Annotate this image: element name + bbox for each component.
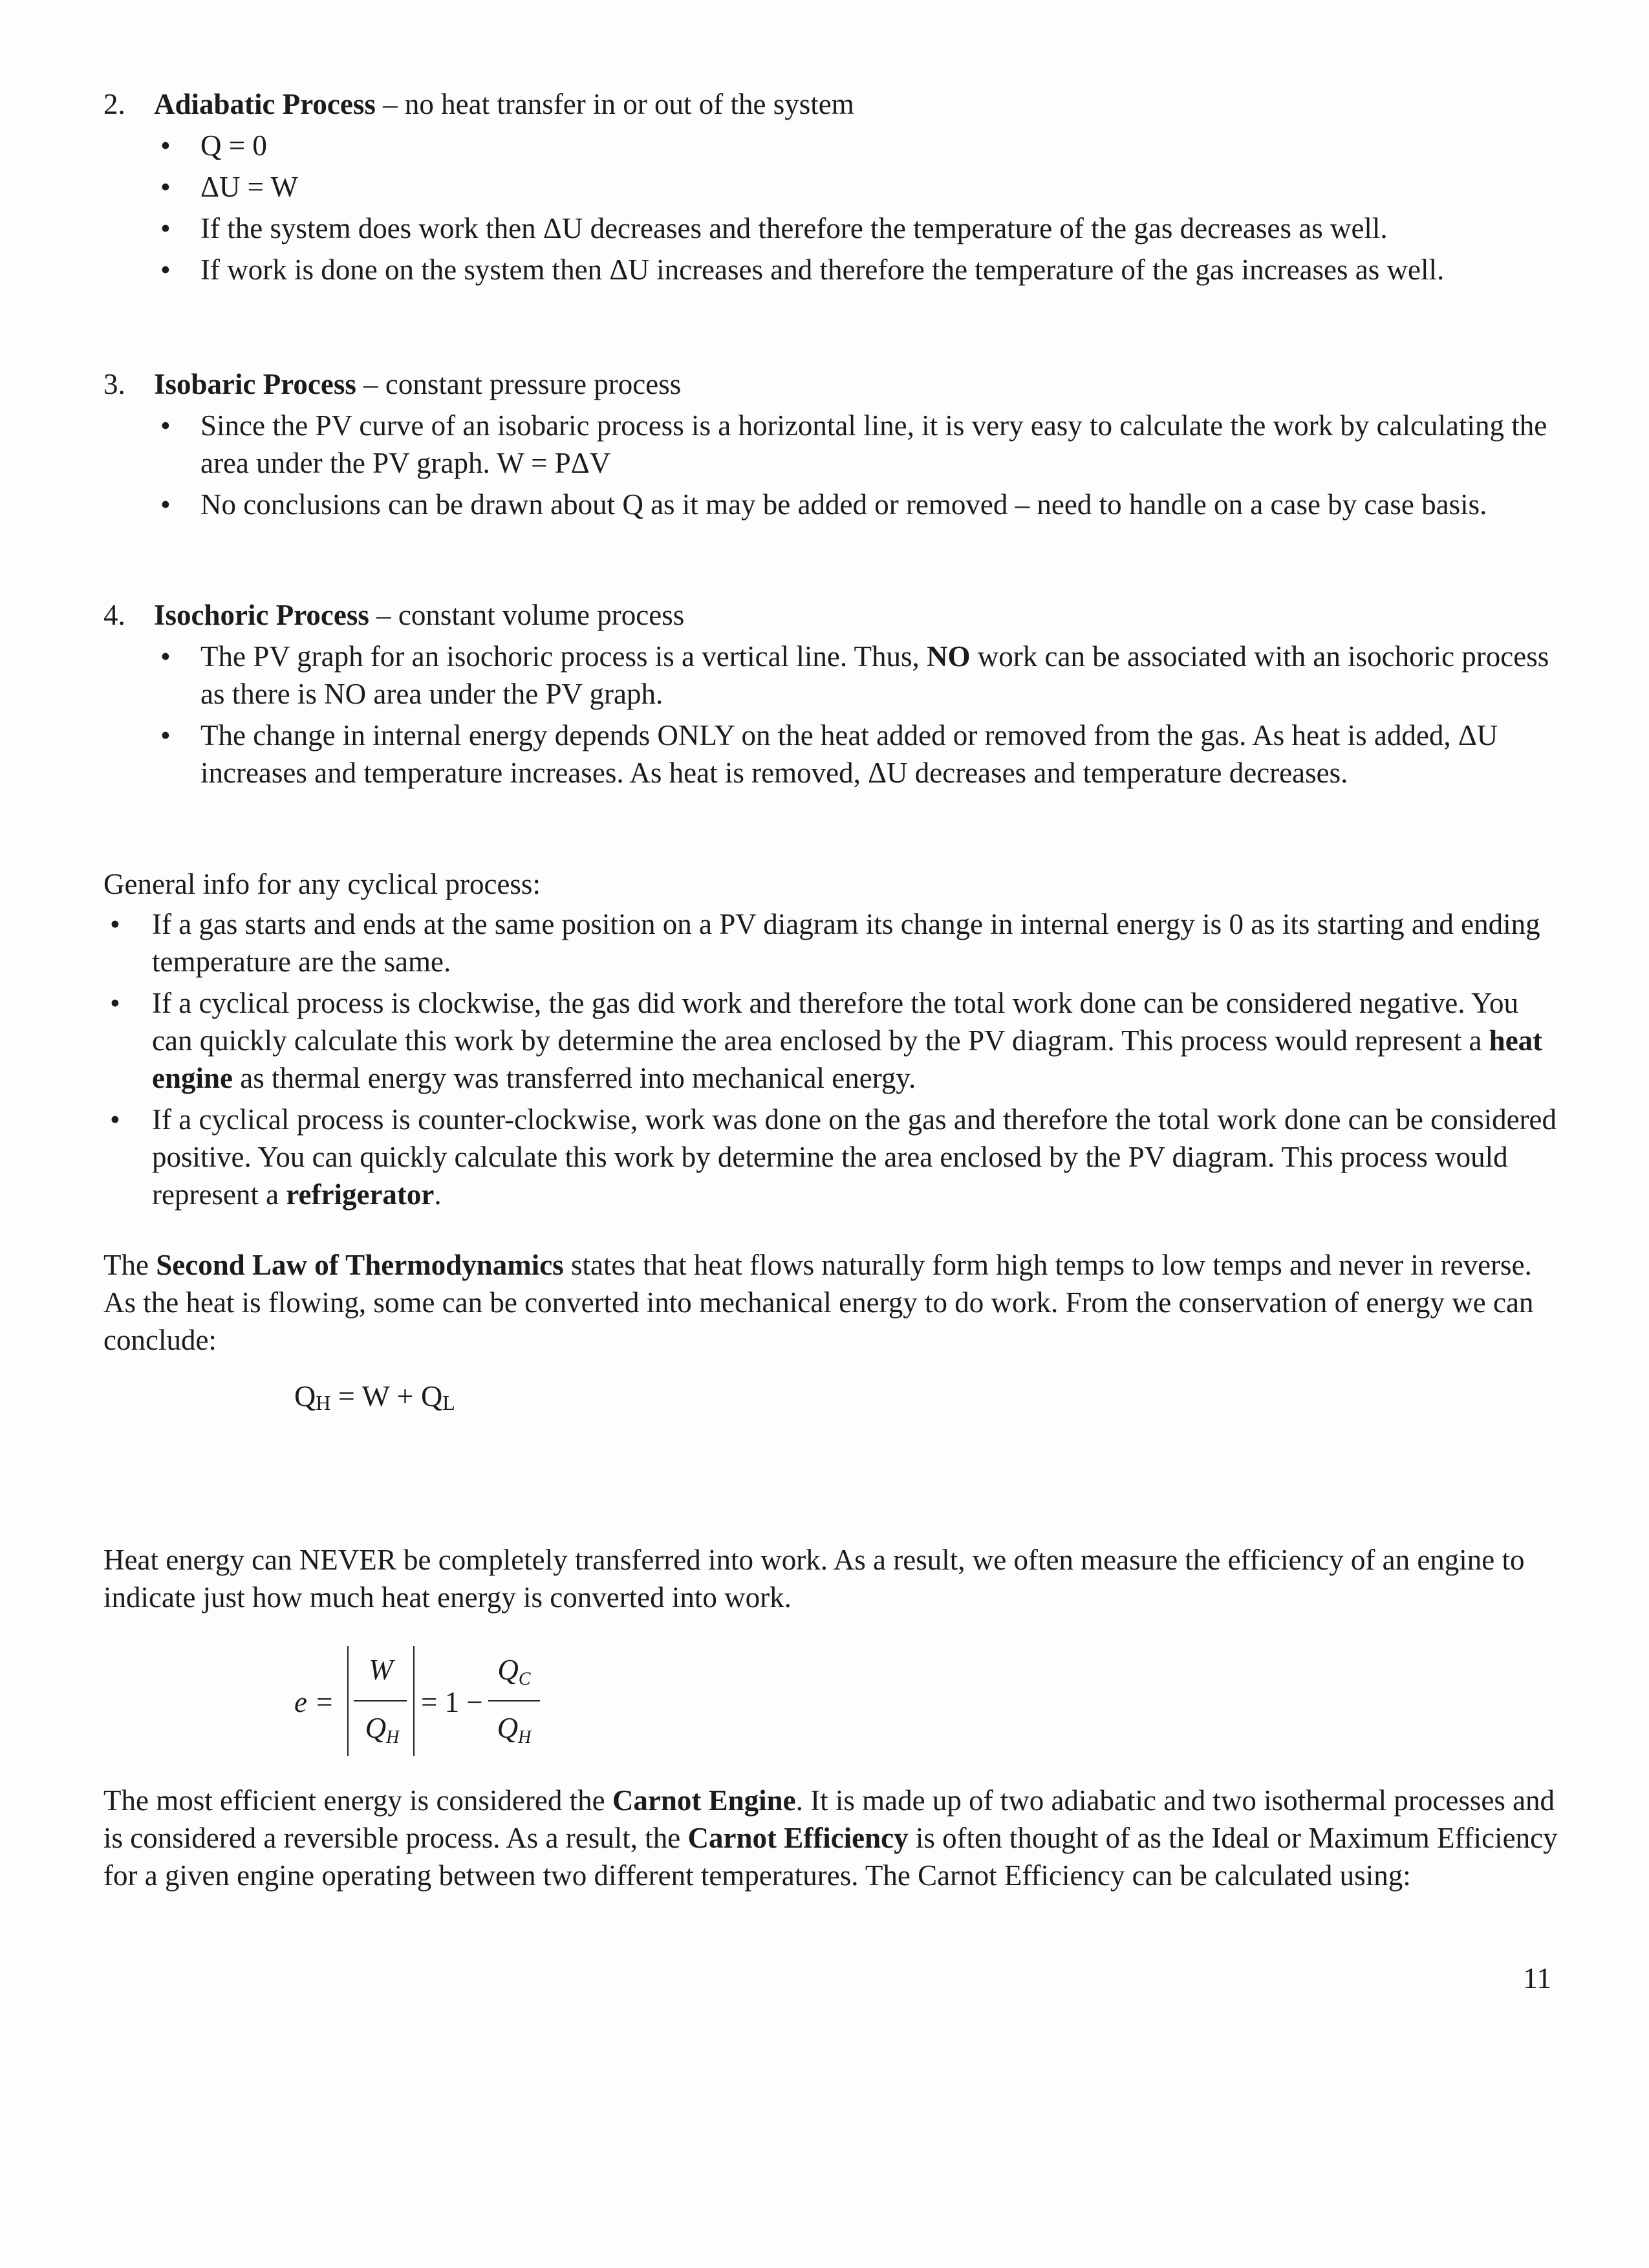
eq-middle: = 1 − bbox=[421, 1686, 483, 1718]
list-item: • No conclusions can be drawn about Q as it may be added or removed – need to handle on a case by case basis. bbox=[103, 486, 1565, 523]
efficiency-equation bbox=[294, 1646, 618, 1762]
text-run: The most efficient energy is considered the bbox=[103, 1784, 612, 1817]
eq-symbol: Q bbox=[294, 1379, 316, 1412]
adiabatic-section bbox=[103, 85, 1565, 292]
isobaric-section bbox=[103, 365, 1565, 527]
eq-symbol: Q bbox=[497, 1654, 519, 1686]
section-title: Isobaric Process bbox=[154, 368, 356, 400]
eq-subscript: H bbox=[386, 1727, 400, 1747]
bullet-list bbox=[103, 407, 1565, 523]
eq-subscript: L bbox=[442, 1391, 455, 1414]
eq-lhs: e = bbox=[294, 1686, 334, 1718]
section-desc: – no heat transfer in or out of the system bbox=[375, 88, 854, 120]
efficiency-paragraph: Heat energy can NEVER be completely transferred into work. As a result, we often measure the efficiency of an engine to indicate just how much heat energy is converted into work. bbox=[103, 1544, 1525, 1614]
bold-text: Carnot Engine bbox=[612, 1784, 796, 1817]
eq-text: = W + Q bbox=[330, 1379, 443, 1412]
list-item: • If the system does work then ΔU decreases and therefore the temperature of the gas decreases as well. bbox=[103, 210, 1565, 247]
text-run: work can be associated with an isochoric process as there is NO area under the PV graph. bbox=[200, 640, 1549, 710]
eq-denominator bbox=[488, 1709, 540, 1756]
section-desc: – constant pressure process bbox=[356, 368, 682, 400]
bold-text: Second Law of Thermodynamics bbox=[156, 1249, 564, 1281]
general-heading: General info for any cyclical process: bbox=[103, 868, 541, 900]
section-title: Isochoric Process bbox=[154, 599, 369, 631]
list-item bbox=[103, 1101, 1558, 1213]
eq-symbol: Q bbox=[365, 1712, 387, 1744]
fraction-line bbox=[488, 1700, 540, 1701]
bold-text: Carnot Efficiency bbox=[687, 1822, 909, 1854]
text-run: is often thought of as the Ideal or Maximum Efficiency for a given engine operating between two different temperatures. The Carnot Efficiency can be calculated using: bbox=[103, 1822, 1558, 1892]
list-item bbox=[103, 638, 1565, 713]
section-desc: – constant volume process bbox=[369, 599, 685, 631]
cyclical-process-section bbox=[103, 865, 1558, 1217]
eq-denominator bbox=[356, 1709, 408, 1756]
text-run: states that heat flows naturally form high temps to low temps and never in reverse. As the heat is flowing, some can be converted into mechanical energy to do work. From the conservation of energy we can conclude: bbox=[103, 1249, 1534, 1356]
list-item: • If a gas starts and ends at the same position on a PV diagram its change in internal energy is 0 as its starting and ending temperature are the same. bbox=[103, 905, 1558, 980]
list-item: • Since the PV curve of an isobaric process is a horizontal line, it is very easy to calculate the work by calculating the area under the PV graph. W = PΔV bbox=[103, 407, 1565, 482]
section-heading bbox=[103, 85, 1565, 123]
item-number: 3. bbox=[103, 368, 125, 400]
text-run: The PV graph for an isochoric process is a vertical line. Thus, bbox=[200, 640, 927, 673]
list-item: • If work is done on the system then ΔU increases and therefore the temperature of the gas increases as well. bbox=[103, 251, 1565, 288]
eq-subscript: C bbox=[518, 1669, 531, 1689]
section-title: Adiabatic Process bbox=[154, 88, 376, 120]
text-run: . bbox=[434, 1178, 442, 1211]
fraction-line bbox=[354, 1700, 407, 1701]
bold-text: heat engine bbox=[152, 1024, 1543, 1094]
list-item: • The change in internal energy depends ONLY on the heat added or removed from the gas. As heat is added, ΔU increases and temperature increases. As heat is removed, ΔU decreases and temperature decreases. bbox=[103, 717, 1565, 792]
eq-symbol: Q bbox=[497, 1712, 519, 1744]
bold-text: NO bbox=[927, 640, 971, 673]
isochoric-section bbox=[103, 596, 1565, 795]
page-number: 11 bbox=[1523, 1961, 1552, 1994]
item-number: 2. bbox=[103, 88, 125, 120]
text-run: as thermal energy was transferred into mechanical energy. bbox=[233, 1062, 916, 1094]
item-number: 4. bbox=[103, 599, 125, 631]
section-heading bbox=[103, 596, 1565, 634]
eq-numerator bbox=[488, 1651, 540, 1698]
list-item bbox=[103, 984, 1558, 1097]
text-run: . It is made up of two adiabatic and two isothermal processes and is considered a reversible process. As a result, the bbox=[103, 1784, 1555, 1854]
list-item: • Q = 0 bbox=[103, 127, 1565, 164]
text-run: If a cyclical process is counter-clockwise, work was done on the gas and therefore the total work done can be considered positive. You can quickly calculate this work by determine the area enclosed by the PV diagram. This process would represent a bbox=[152, 1103, 1557, 1211]
second-law-paragraph bbox=[103, 1246, 1558, 1359]
section-heading bbox=[103, 365, 1565, 403]
text-run: If a cyclical process is clockwise, the gas did work and therefore the total work done can be considered negative. You can quickly calculate this work by determine the area enclosed by the PV diagram. This process would represent a bbox=[152, 987, 1519, 1057]
energy-equation bbox=[294, 1377, 455, 1421]
bullet-list bbox=[103, 127, 1565, 288]
text-run: The bbox=[103, 1249, 156, 1281]
list-item: • ΔU = W bbox=[103, 168, 1565, 206]
eq-subscript: H bbox=[518, 1727, 532, 1747]
general-bullet-list bbox=[103, 905, 1558, 1213]
carnot-paragraph bbox=[103, 1782, 1558, 1894]
bold-text: refrigerator bbox=[286, 1178, 435, 1211]
bullet-list bbox=[103, 638, 1565, 792]
eq-numerator: W bbox=[369, 1654, 393, 1686]
eq-subscript: H bbox=[316, 1391, 331, 1414]
